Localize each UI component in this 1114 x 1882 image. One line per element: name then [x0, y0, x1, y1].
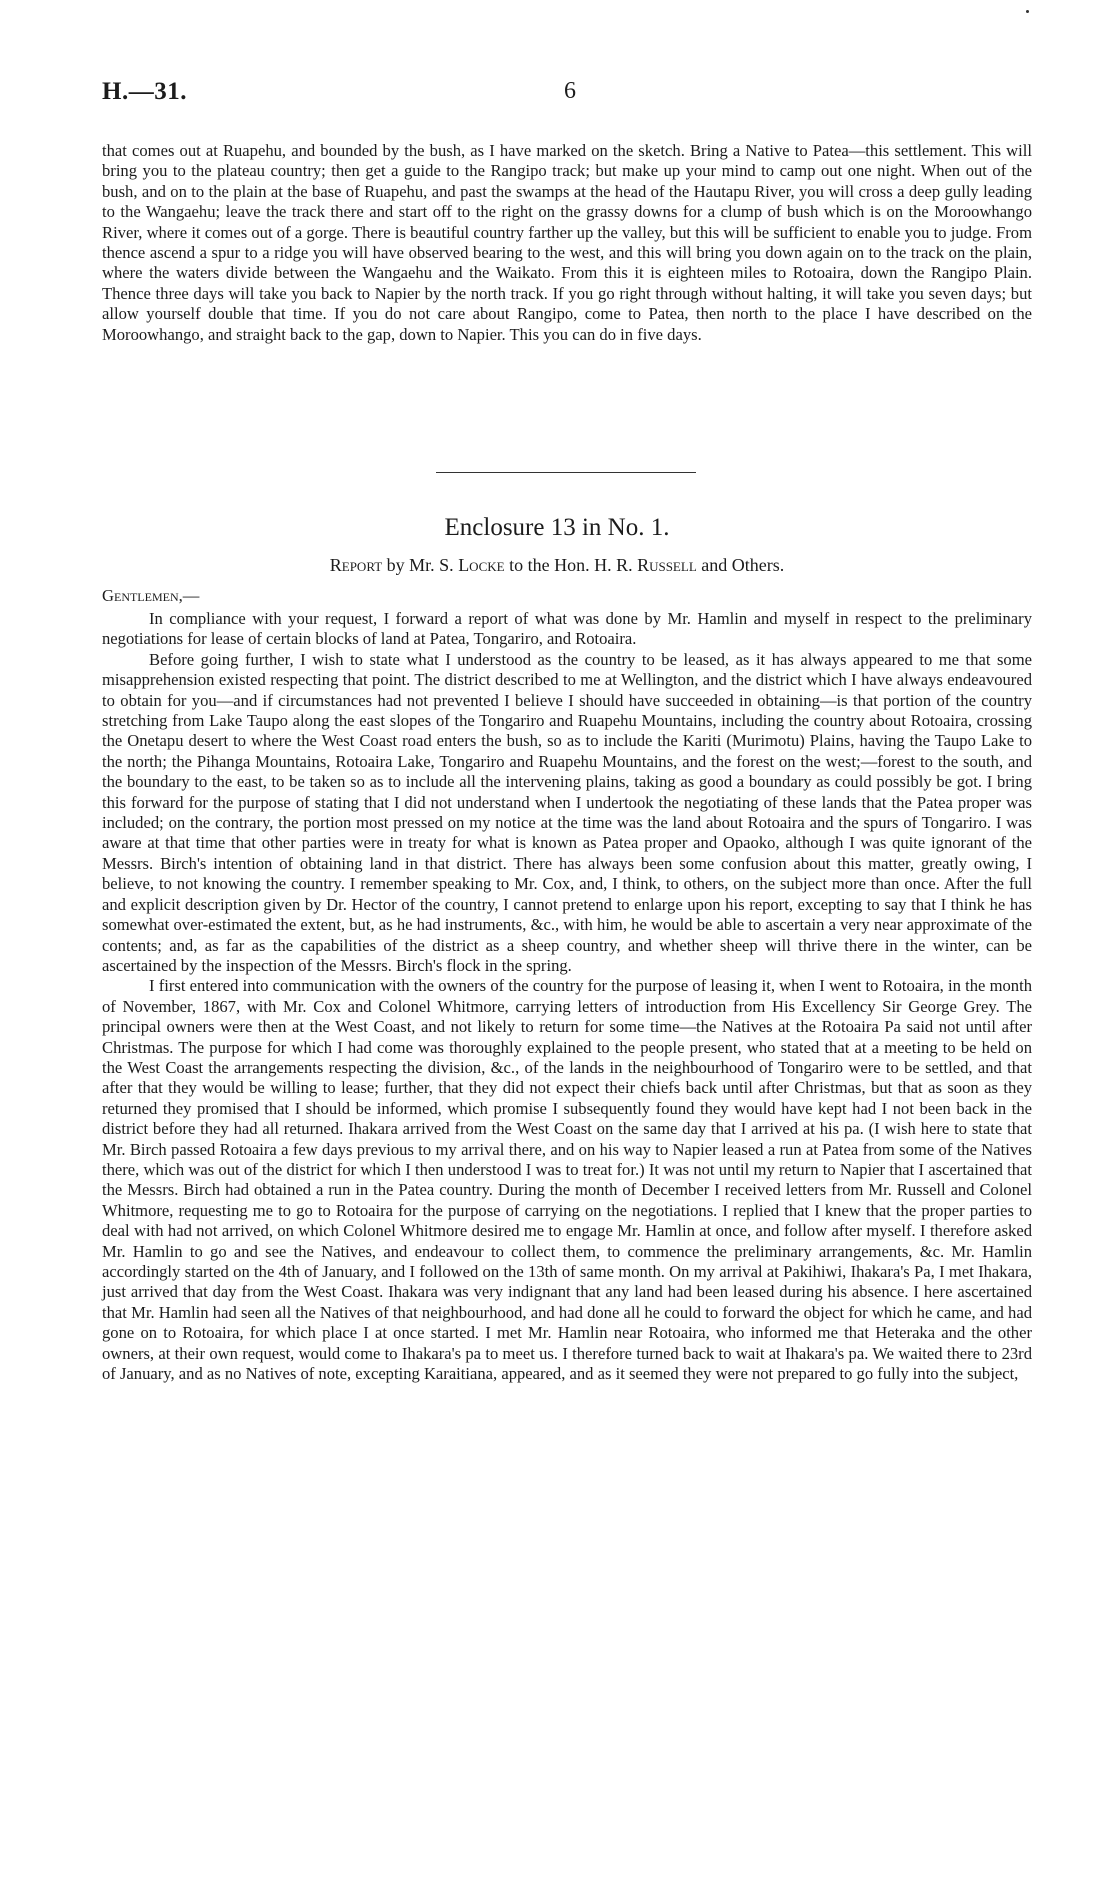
- page-speck: [1026, 10, 1029, 13]
- page-header: [102, 78, 1032, 114]
- letter-salutation: Gentlemen,—: [102, 586, 200, 605]
- letter-paragraph: Before going further, I wish to state what I understood as the country to be leased, as it has always appeared to me that some misapprehension existed respecting that point. The district described to me at Wellington, and the district which I have always endeavoured to obtain for you—and if circumstances had not prevented I believe I should have succeeded in obtaining—is that portion of the country stretching from Lake Taupo along the east slopes of the Tongariro and Ruapehu Mountains, including the country about Rotoaira, crossing the Onetapu desert to where the West Coast road enters the bush, so as to include the Kariti (Murimotu) Plains, having the Taupo Lake to the north; the Pihanga Mountains, Rotoaira Lake, Tongariro and Ruapehu Mountains, and the forest on the west;—forest to the south, and the boundary to the east, to be taken so as to include all the intervening plains, taking as good a boundary as could possibly be got. I bring this forward for the purpose of stating that I did not understand when I undertook the negotiating of these lands that the Patea proper was included; on the contrary, the portion most pressed on my notice at the time was the land about Rotoaira and the spurs of Tongariro. I was aware at that time that other parties were in treaty for what is known as Patea proper and Opaoko, although I was quite ignorant of the Messrs. Birch's intention of obtaining land in that district. There has always been some confusion about this matter, greatly owing, I believe, to not knowing the country. I remember speaking to Mr. Cox, and, I think, to others, on the subject more than once. After the full and explicit description given by Dr. Hector of the country, I cannot pretend to enlarge upon his report, excepting to say that I think he has somewhat over-estimated the extent, but, as he had instruments, &c., with him, he would be able to ascertain a very near approximate of the contents; and, as far as the capabilities of the district as a sheep country, and whether sheep will thrive there in the winter, can be ascertained by the inspection of the Messrs. Birch's flock in the spring.: [102, 649, 1032, 975]
- paragraph: that comes out at Ruapehu, and bounded by the bush, as I have marked on the sketch. Bring a Native to Patea—this settlement. This will bring you to the plateau country; then get a guide to the Rangipo track; but make up your mind to camp out one night. When out of the bush, and on to the plain at the base of Ruapehu, and past the swamps at the head of the Hautapu River, you will cross a deep gully leading to the Wangaehu; leave the track there and start off to the right on the grassy downs for a clump of bush which is on the Moroowhango River, where it comes out of a gorge. There is beautiful country farther up the valley, but this will be sufficient to enable you to judge. From thence ascend a spur to a ridge you will have observed bearing to the west, and this will bring you down again on to the track on the plain, where the waters divide between the Wangaehu and the Waikato. From this it is eighteen miles to Rotoaira, down the Rangipo Plain. Thence three days will take you back to Napier by the north track. If you go right through without halting, it will take you seven days; but allow yourself double that time. If you do not care about Rangipo, come to Patea, then north to the place I have described on the Moroowhango, and straight back to the gap, down to Napier. This you can do in five days.: [102, 141, 1032, 344]
- page-number: 6: [564, 78, 576, 104]
- continued-paragraph: [102, 141, 1032, 345]
- document-reference: H.—31.: [102, 78, 187, 105]
- section-divider: [436, 472, 696, 473]
- subtitle-author: Locke: [458, 555, 505, 575]
- letter-body: [102, 609, 1032, 1384]
- subtitle-to: to the Hon. H. R.: [509, 555, 633, 575]
- subtitle-by: by Mr. S.: [386, 555, 454, 575]
- letter-paragraph: In compliance with your request, I forward a report of what was done by Mr. Hamlin and myself in respect to the preliminary negotiations for lease of certain blocks of land at Patea, Tongariro, and Rotoaira.: [102, 609, 1032, 649]
- enclosure-title: Enclosure 13 in No. 1.: [444, 514, 670, 541]
- subtitle-recipient: Russell: [637, 555, 697, 575]
- subtitle-others: and Others.: [701, 555, 785, 575]
- enclosure-subtitle: [0, 555, 1114, 576]
- subtitle-report-word: Report: [329, 555, 383, 575]
- letter-paragraph: I first entered into communication with the owners of the country for the purpose of leasing it, when I went to Rotoaira, in the month of November, 1867, with Mr. Cox and Colonel Whitmore, carrying letters of introduction from His Excellency Sir George Grey. The principal owners were then at the West Coast, and not likely to return for some time—the Natives at the Rotoaira Pa said not until after Christmas. The purpose for which I had come was thoroughly explained to the people present, who stated that at a meeting to be held on the West Coast the arrangements respecting the division, &c., of the lands in the neighbourhood of Tongariro were to be settled, and that after that they would be willing to lease; further, that they did not expect their chiefs back until after Christmas, but that as soon as they returned they promised that I should be informed, which promise I subsequently found they would have kept had I not been back in the district before they had all returned. Ihakara arrived from the West Coast on the same day that I arrived at his pa. (I wish here to state that Mr. Birch passed Rotoaira a few days previous to my arrival there, and on his way to Napier leased a run at Patea from some of the Natives there, which was out of the district for which I then understood I was to treat for.) It was not until my return to Napier that I ascertained that the Messrs. Birch had obtained a run in the Patea country. During the month of December I received letters from Mr. Russell and Colonel Whitmore, requesting me to go to Rotoaira for the purpose of carrying on the negotiations. I replied that I knew that the proper parties to deal with had not arrived, on which Colonel Whitmore desired me to engage Mr. Hamlin at once, and follow after myself. I therefore asked Mr. Hamlin to go and see the Natives, and endeavour to collect them, to commence the preliminary arrangements, &c. Mr. Hamlin accordingly started on the 4th of January, and I followed on the 13th of same month. On my arrival at Pakihiwi, Ihakara's Pa, I met Ihakara, just arrived that day from the West Coast. Ihakara was very indignant that any land had been leased during his absence. I here ascertained that Mr. Hamlin had seen all the Natives of that neighbourhood, and had done all he could to forward the object for which he came, and had gone on to Rotoaira, for which place I at once started. I met Mr. Hamlin near Rotoaira, who informed me that Heteraka and the other owners, at their own request, would come to Ihakara's pa to meet us. I therefore turned back to wait at Ihakara's pa. We waited there to 23rd of January, and as no Natives of note, excepting Karaitiana, appeared, and as it seemed they were not prepared to go fully into the subject,: [102, 976, 1032, 1384]
